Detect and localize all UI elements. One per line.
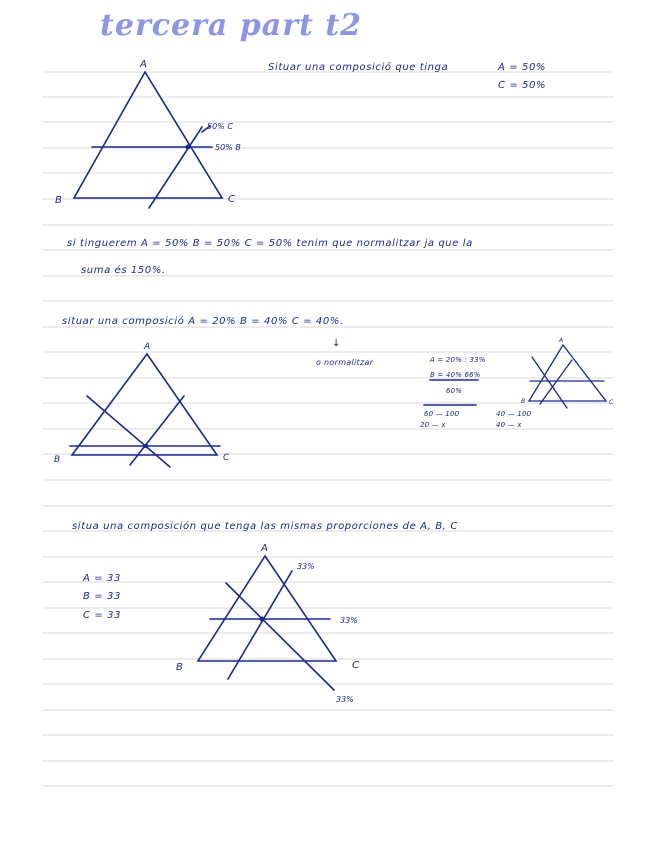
section3-small-vertex-b: B	[521, 398, 526, 405]
section1-label-b-line: 50% B	[215, 143, 241, 152]
section4-value-c: C = 33	[83, 610, 122, 621]
section4-composition-point	[260, 617, 265, 622]
section4-label-bottom: 33%	[336, 695, 354, 704]
section1-vertex-a: A	[140, 59, 147, 70]
section1-condition-a: A = 50%	[498, 62, 547, 73]
section4-vertex-a: A	[261, 543, 268, 554]
page-title: tercera part t2	[100, 8, 363, 43]
section4-label-top: 33%	[297, 562, 315, 571]
section1-condition-c: C = 50%	[498, 80, 547, 91]
section2-line1: si tinguerem A = 50% B = 50% C = 50% tenim que normalitzar ja que la	[67, 238, 473, 249]
section4-instruction: situa una composición que tenga las mismas proporciones de A, B, C	[72, 521, 458, 532]
section3-proportion-right-1: 40 — 100	[496, 410, 532, 418]
section3-vertex-b: B	[54, 455, 61, 465]
section3-proportion-right-2: 40 — x	[496, 421, 522, 429]
section1-label-c-line: 50% C	[207, 122, 233, 131]
section4-line-a	[228, 571, 292, 679]
section3-proportion-left-1: 60 — 100	[424, 410, 460, 418]
section4-line-c	[226, 583, 334, 690]
section4-label-right: 33%	[340, 616, 358, 625]
section3-instruction: situar una composició A = 20% B = 40% C = 40%.	[62, 316, 344, 327]
section3-vertex-a: A	[144, 342, 151, 352]
section4-value-b: B = 33	[83, 591, 121, 602]
section3-arrow: ↓	[332, 338, 341, 349]
section4-vertex-b: B	[176, 662, 183, 673]
section3-proportion-left-2: 20 — x	[420, 421, 446, 429]
section1-vertex-c: C	[228, 194, 235, 205]
section3-normalize-label: o normalitzar	[316, 358, 374, 367]
section3-norm-sum: 60%	[446, 387, 463, 395]
section3-vertex-c: C	[223, 453, 230, 463]
section4-vertex-c: C	[352, 660, 359, 671]
section3-small-vertex-a: A	[559, 337, 564, 344]
section3-norm-a: A = 20% : 33%	[430, 356, 486, 364]
section1-vertex-b: B	[55, 195, 62, 206]
section1-instruction: Situar una composició que tinga	[268, 62, 449, 73]
section3-norm-b: B = 40% 66%	[430, 371, 481, 379]
section4-value-a: A = 33	[83, 573, 121, 584]
section3-small-vertex-c: C	[609, 399, 614, 406]
section2-line2: suma és 150%.	[81, 265, 166, 276]
section4-triangle	[198, 556, 336, 661]
